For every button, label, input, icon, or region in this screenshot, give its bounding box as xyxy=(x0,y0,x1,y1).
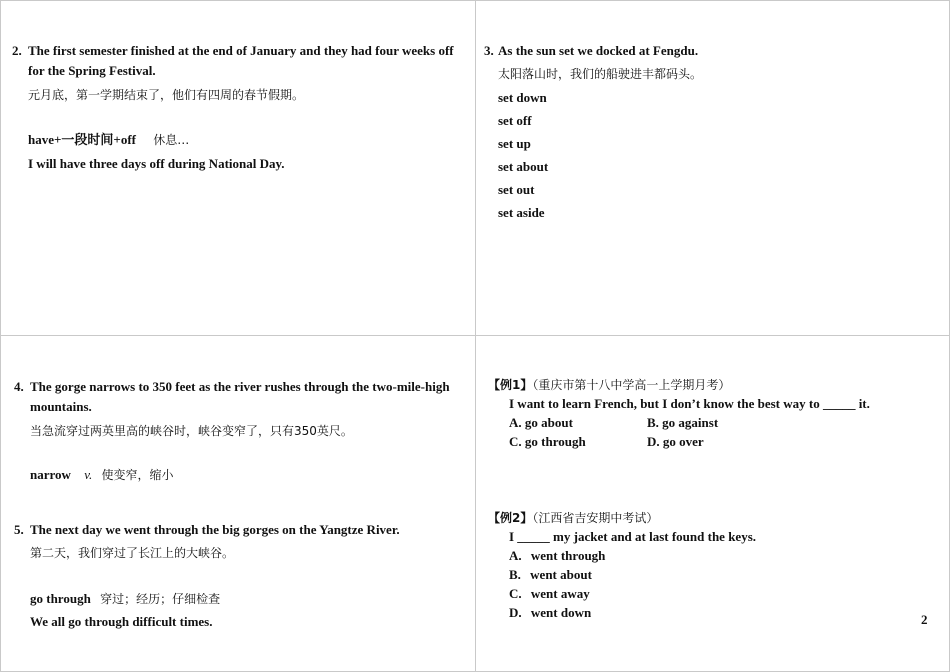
item-5-example: We all go through difficult times. xyxy=(30,614,213,629)
example-1-option: D. go over xyxy=(647,434,704,449)
set-phrase-item: set up xyxy=(498,136,531,151)
item-2-number: 2. xyxy=(12,43,22,58)
item-4-sentence-line1: The gorge narrows to 350 feet as the river rushes through the two-mile-high xyxy=(30,379,450,394)
item-4-vocab xyxy=(30,467,174,483)
example-2-label: 【例2】 xyxy=(488,511,533,525)
set-phrase-item: set off xyxy=(498,113,532,128)
example-2-option xyxy=(509,586,590,602)
item-5-phrase-meaning: 穿过；经历；仔细检查 xyxy=(100,592,221,606)
item-4-pos: v. xyxy=(84,467,93,482)
set-phrase-item: set down xyxy=(498,90,547,105)
item-4-translation: 当急流穿过两英里高的峡谷时，峡谷变窄了，只有350英尺。 xyxy=(30,424,353,438)
item-4-meaning: 使变窄，缩小 xyxy=(101,468,174,482)
option-text: went away xyxy=(530,586,590,601)
item-3-number: 3. xyxy=(484,43,494,58)
item-4-word: narrow xyxy=(30,467,71,482)
option-letter: B. xyxy=(509,567,521,582)
example-1-option: B. go against xyxy=(647,415,719,430)
set-phrase-item: set about xyxy=(498,159,549,174)
item-2-phrase-text: have+一段时间+off xyxy=(28,132,136,147)
option-text: went down xyxy=(530,605,592,620)
item-2-phrase-meaning: 休息… xyxy=(153,133,190,147)
item-3-translation: 太阳落山时，我们的船驶进丰都码头。 xyxy=(498,67,703,81)
option-letter: C. xyxy=(509,586,522,601)
option-letter: A. xyxy=(509,548,522,563)
set-phrase-item: set out xyxy=(498,182,535,197)
example-2-source: （江西省吉安期中考试） xyxy=(532,511,659,525)
item-2-sentence-line1: The first semester finished at the end of January and they had four weeks off xyxy=(28,43,454,58)
example-1-option: C. go through xyxy=(509,434,586,449)
item-2-example: I will have three days off during National Day. xyxy=(28,156,285,171)
option-letter: D. xyxy=(509,605,522,620)
horizontal-divider xyxy=(0,335,950,336)
example-2-option xyxy=(509,605,591,621)
example-2-header xyxy=(488,510,658,526)
item-2-sentence-line2: for the Spring Festival. xyxy=(28,63,156,78)
option-text: went about xyxy=(530,567,592,582)
item-3-sentence: As the sun set we docked at Fengdu. xyxy=(498,43,699,58)
example-2-option xyxy=(509,548,605,564)
example-1-question: I want to learn French, but I don’t know the best way to _____ it. xyxy=(509,396,870,411)
item-5-translation: 第二天，我们穿过了长江上的大峡谷。 xyxy=(30,546,235,560)
item-5-phrase xyxy=(30,591,220,607)
item-5-sentence: The next day we went through the big gorges on the Yangtze River. xyxy=(30,522,400,537)
vertical-divider xyxy=(475,0,476,672)
page-number: 2 xyxy=(921,612,928,627)
item-2-translation: 元月底，第一学期结束了，他们有四周的春节假期。 xyxy=(28,88,305,102)
example-1-label: 【例1】 xyxy=(488,378,533,392)
item-2-phrase xyxy=(28,132,189,148)
item-4-number: 4. xyxy=(14,379,24,394)
item-4-sentence-line2: mountains. xyxy=(30,399,92,414)
set-phrase-item: set aside xyxy=(498,205,545,220)
example-1-header xyxy=(488,377,730,393)
option-text: went through xyxy=(530,548,606,563)
item-5-number: 5. xyxy=(14,522,24,537)
example-2-question: I _____ my jacket and at last found the keys. xyxy=(509,529,757,544)
example-1-option: A. go about xyxy=(509,415,573,430)
item-5-phrase-text: go through xyxy=(30,591,91,606)
example-1-source: （重庆市第十八中学高一上学期月考） xyxy=(532,378,731,392)
example-2-option xyxy=(509,567,592,583)
